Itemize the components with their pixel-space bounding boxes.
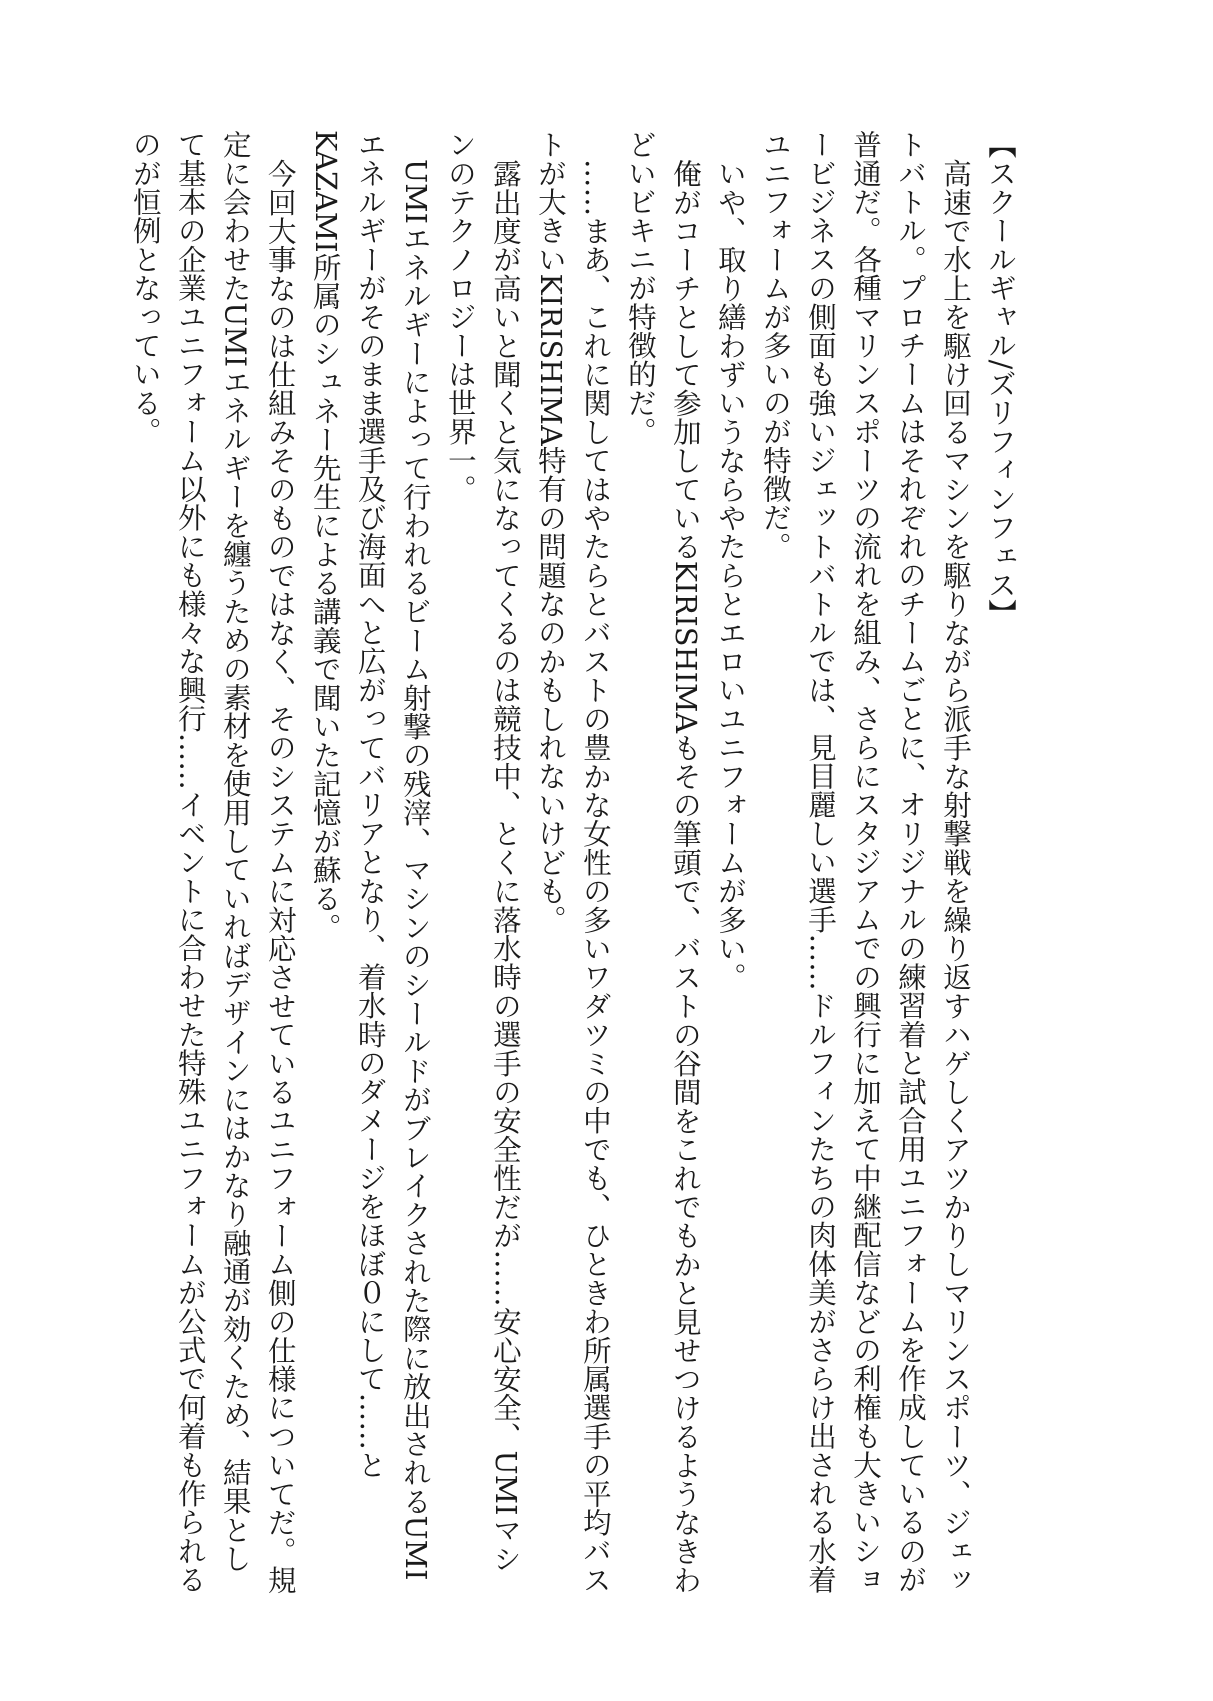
paragraph: ……まあ、これに関してはやたらとバストの豊かな女性の多いワダツミの中でも、ひときわ所属選手の平均バストが大きいKIRISHIMA特有の問題なのかもしれないけども。 (533, 130, 612, 1594)
paragraph: 高速で水上を駆け回るマシンを駆りながら派手な射撃戦を繰り返すハゲしくアツかりしマリンスポーツ、ジェットバトル。プロチームはそれぞれのチームごとに、オリジナルの練習着と試合用ユニフォームを作成しているのが普通だ。各種マリンスポーツの流れを組み、さらにスタジアムでの興行に加えて中継配信などの利権も大きいショービジネスの側面も強いジェットバトルでは、見目麗しい選手……ドルフィンたちの肉体美がさらけ出される水着ユニフォームが多いのが特徴だ。 (758, 130, 972, 1594)
paragraph: UMIエネルギーによって行われるビーム射撃の残滓、マシンのシールドがブレイクされた際に放出されるUMIエネルギーがそのまま選手及び海面へと広がってバリアとなり、着水時のダメージをほぼ０にして……とKAZAMI所属のシュネー先生による講義で聞いた記憶が蘇る。 (308, 130, 432, 1581)
document-body (123, 130, 1023, 1600)
paragraph: 今回大事なのは仕組みそのものではなく、そのシステムに対応させているユニフォーム側の仕様についてだ。規定に会わせたUMIエネルギーを纏うための素材を使用していればデザインにはかなり融通が効くため、結果として基本の企業ユニフォーム以外にも様々な興行……イベントに合わせた特殊ユニフォームが公式で何着も作られるのが恒例となっている。 (128, 130, 297, 1594)
paragraph: 露出度が高いと聞くと気になってくるのは競技中、とくに落水時の選手の安全性だが……安心安全、UMIマシンのテクノロジーは世界一。 (443, 130, 522, 1573)
section-heading: 【スクールギャル/ズリフィンフェス】 (984, 130, 1017, 628)
paragraph: いや、取り繕わずいうならやたらとエロいユニフォームが多い。 (713, 158, 747, 991)
paragraph: 俺がコーチとして参加しているKIRISHIMAもその筆頭で、バストの谷間をこれでもかと見せつけるようなきわどいビキニが特徴的だ。 (623, 130, 702, 1594)
